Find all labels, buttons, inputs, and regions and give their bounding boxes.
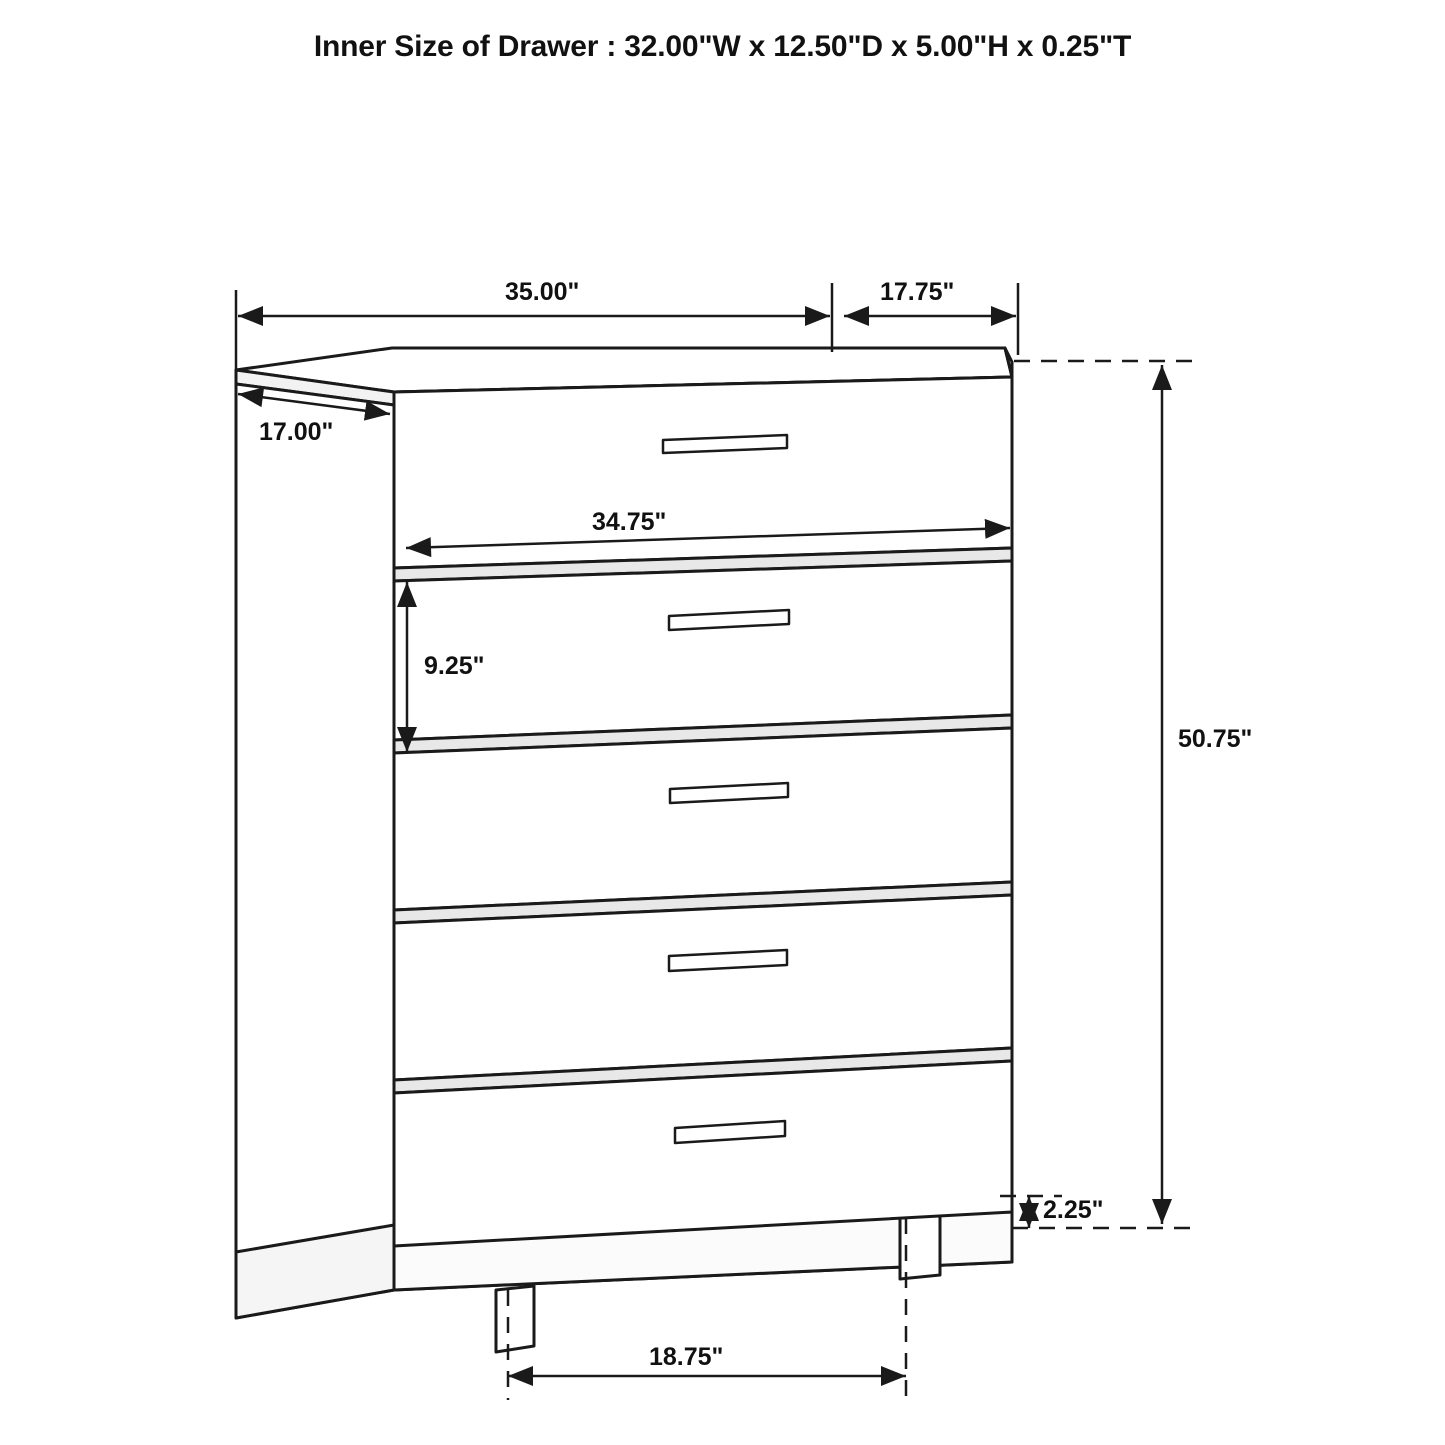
dim-label-drawer-height: 9.25" — [424, 652, 485, 680]
drawer-front-3 — [394, 728, 1012, 910]
foot-left — [496, 1286, 534, 1352]
drawer-front-2 — [394, 561, 1012, 740]
left-side-panel — [236, 384, 394, 1318]
page-title: Inner Size of Drawer : 32.00"W x 12.50"D x 5.00"H x 0.25"T — [313, 30, 1132, 63]
dim-label-drawer-width: 34.75" — [592, 508, 667, 536]
dim-label-top-depth: 17.75" — [880, 278, 955, 306]
dim-label-foot-offset: 18.75" — [649, 1343, 724, 1371]
drawer-fronts — [394, 377, 1012, 1246]
drawer-front-5 — [394, 1061, 1012, 1246]
dim-label-top-width: 35.00" — [505, 278, 580, 306]
dim-label-base-height: 2.25" — [1043, 1196, 1104, 1224]
dim-label-side-depth: 17.00" — [259, 418, 334, 446]
dim-label-total-height: 50.75" — [1178, 725, 1253, 753]
